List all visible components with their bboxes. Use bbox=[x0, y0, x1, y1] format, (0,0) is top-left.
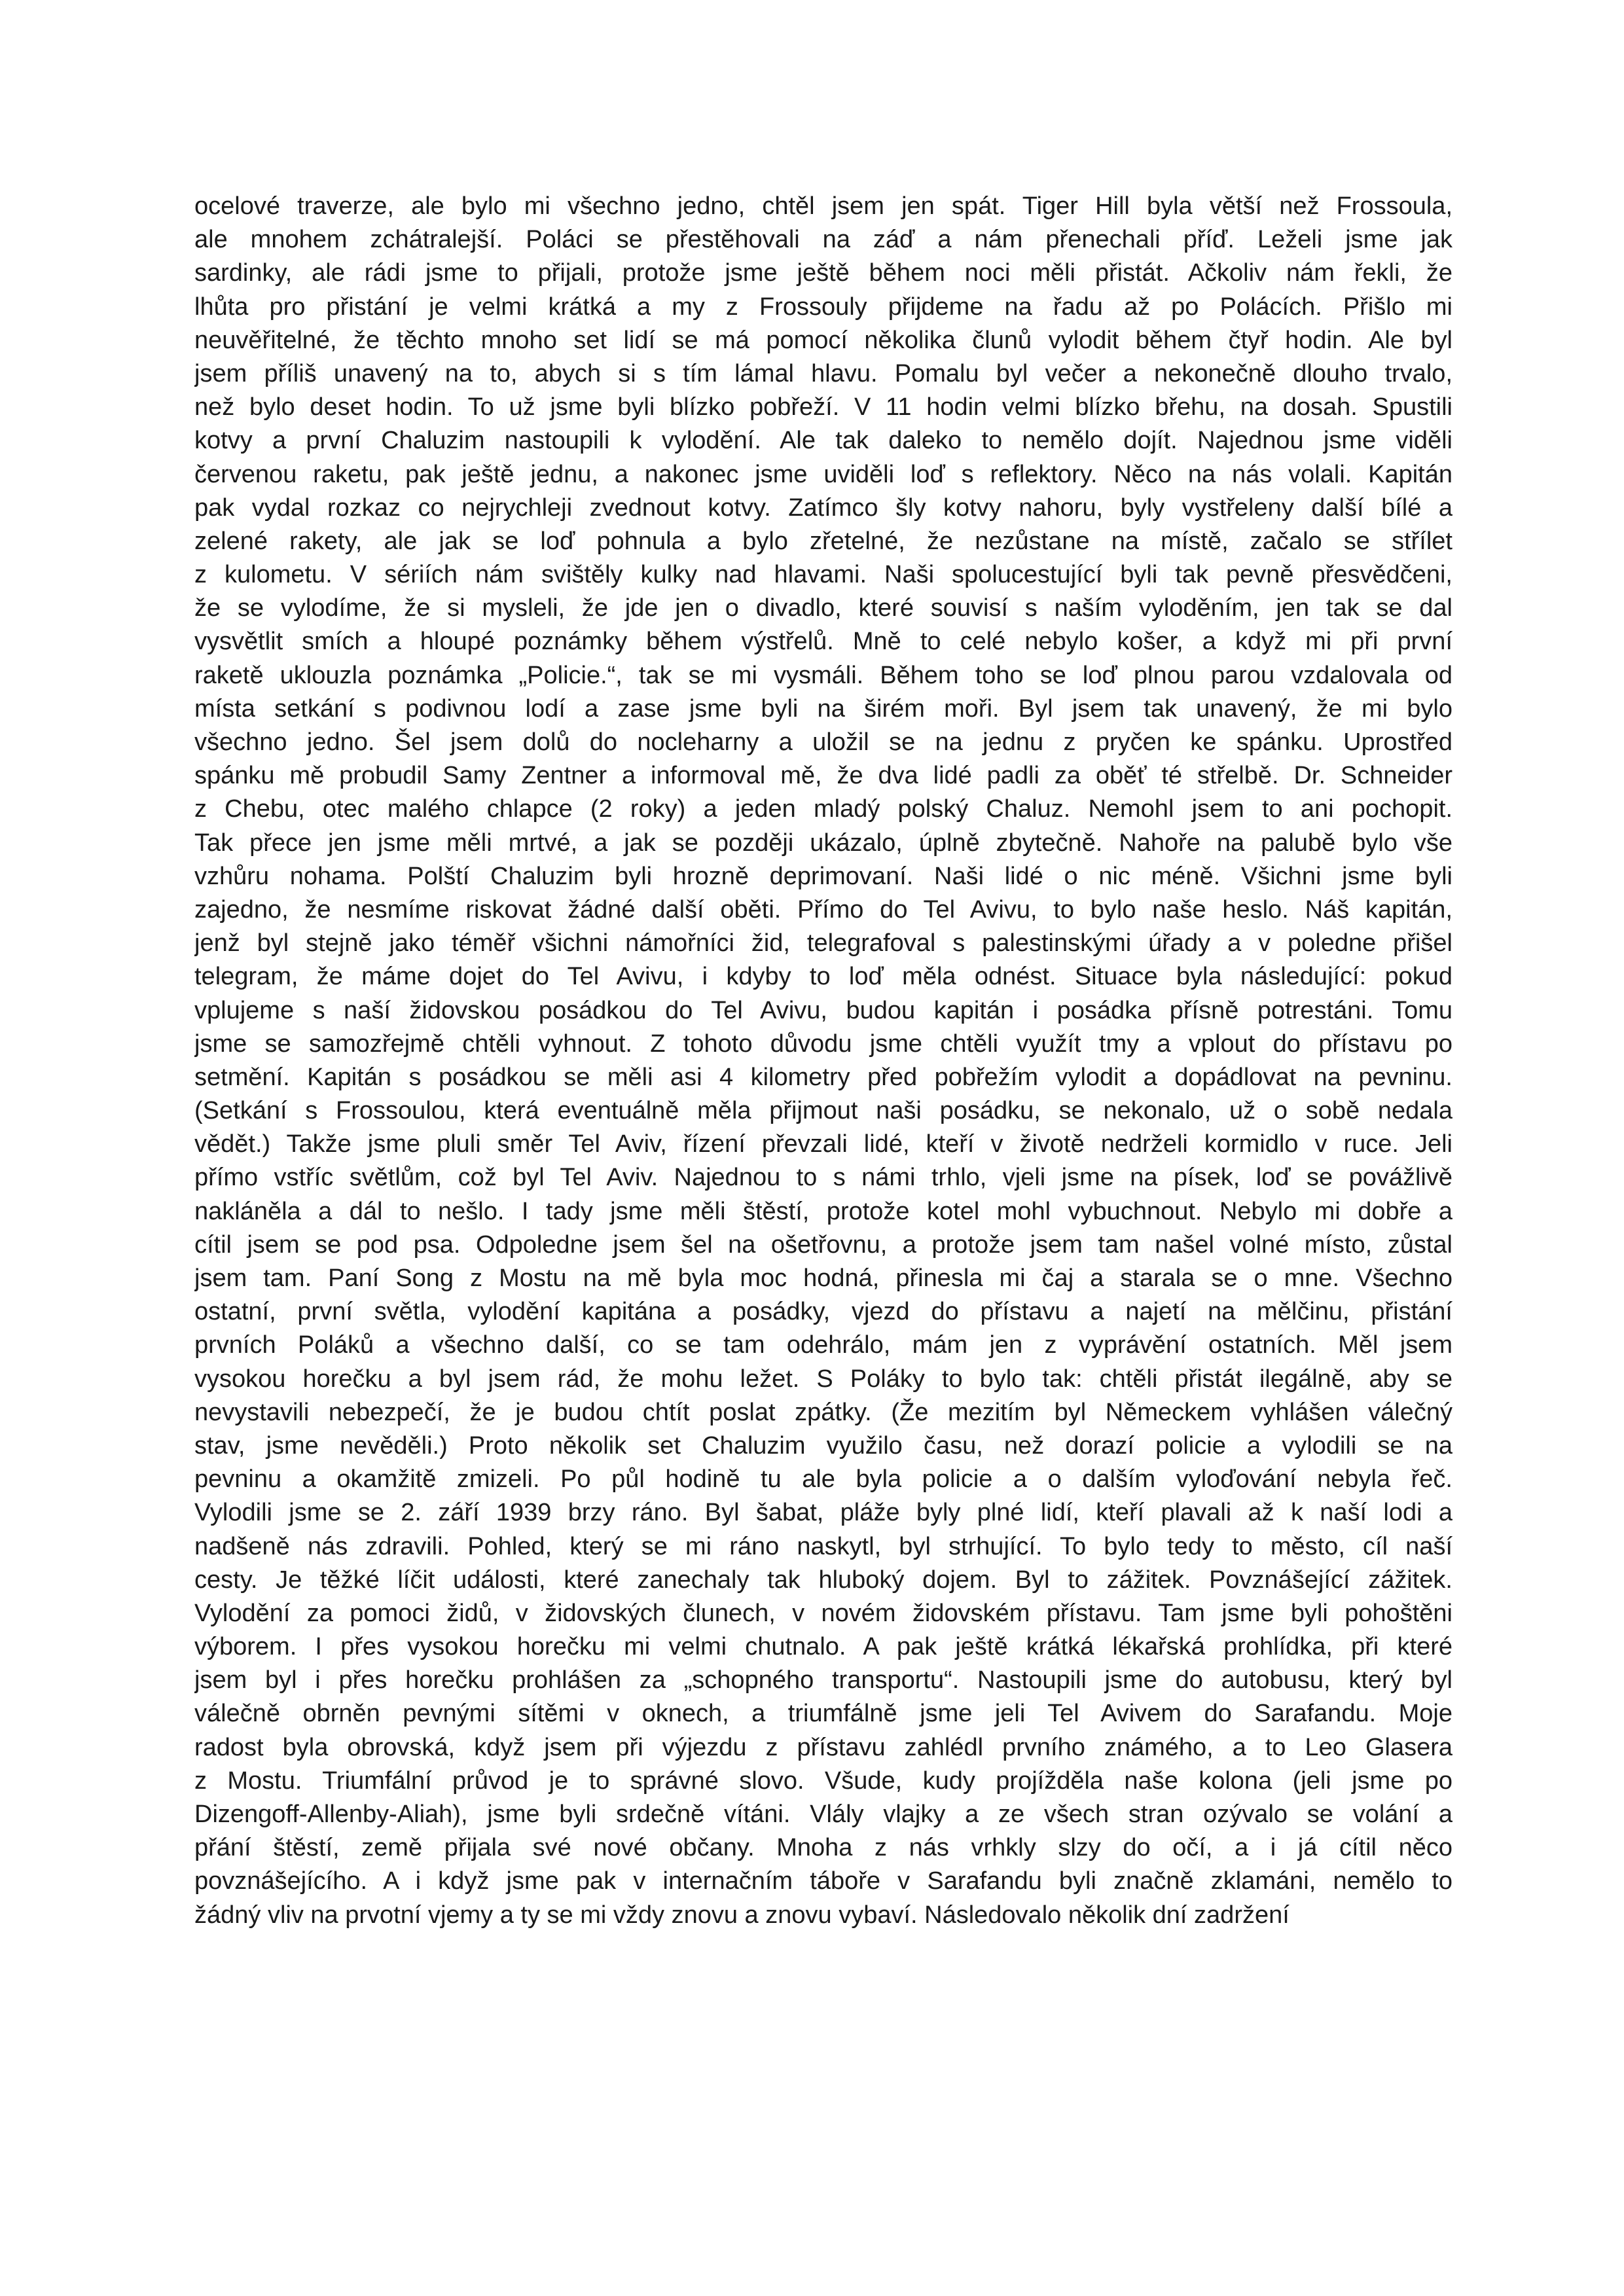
text-line: výborem. I přes vysokou horečku mi velmi chutnalo. A pak ještě krátká lékařská prohlídka, při které bbox=[194, 1633, 1453, 1661]
text-line: místa setkání s podivnou lodí a zase jsme byli na širém moři. Byl jsem tak unavený, že mi bylo bbox=[194, 694, 1453, 723]
text-line: červenou raketu, pak ještě jednu, a nakonec jsme uviděli loď s reflektory. Něco na nás volali. Kapitán bbox=[194, 460, 1453, 488]
text-line: cítil jsem se pod psa. Odpoledne jsem šel na ošetřovnu, a protože jsem tam našel volné místo, zůstal bbox=[194, 1230, 1453, 1259]
text-line: raketě uklouzla poznámka „Policie.“, tak se mi vysmáli. Během toho se loď plnou parou vzdalovala od bbox=[194, 661, 1453, 689]
text-line: nakláněla a dál to nešlo. I tady jsme měli štěstí, protože kotel mohl vybuchnout. Nebylo mi dobře a bbox=[194, 1197, 1453, 1225]
text-line: než bylo deset hodin. To už jsme byli blízko pobřeží. V 11 hodin velmi blízko břehu, na dosah. Spustili bbox=[194, 393, 1453, 422]
text-line: neuvěřitelné, že těchto mnoho set lidí se má pomocí několika člunů vylodit během čtyř hodin. Ale byl bbox=[194, 326, 1453, 354]
text-line: vplujeme s naší židovskou posádkou do Tel Avivu, budou kapitán i posádka přísně potrestáni. Tomu bbox=[194, 996, 1453, 1024]
text-line: pak vydal rozkaz co nejrychleji zvednout kotvy. Zatímco šly kotvy nahoru, byly vystřeleny další bílé a bbox=[194, 493, 1453, 522]
text-line: z Chebu, otec malého chlapce (2 roky) a jeden mladý polský Chaluz. Nemohl jsem to ani pochopit. bbox=[194, 795, 1453, 823]
text-line: jsem příliš unavený na to, abych si s tím lámal hlavu. Pomalu byl večer a nekonečně dlouho trvalo, bbox=[194, 359, 1453, 387]
text-line: ocelové traverze, ale bylo mi všechno jedno, chtěl jsem jen spát. Tiger Hill byla větší než Frossoula, bbox=[194, 192, 1453, 220]
text-line: zelené rakety, ale jak se loď pohnula a bylo zřetelné, že nezůstane na místě, začalo se střílet bbox=[194, 527, 1453, 555]
text-line: radost byla obrovská, když jsem při výjezdu z přístavu zahlédl prvního známého, a to Leo Glasera bbox=[194, 1733, 1453, 1761]
text-line: že se vylodíme, že si mysleli, že jde jen o divadlo, které souvisí s naším vyloděním, jen tak se dal bbox=[194, 594, 1453, 622]
text-line: setmění. Kapitán s posádkou se měli asi 4 kilometry před pobřežím vylodit a dopádlovat na pevninu. bbox=[194, 1063, 1453, 1091]
text-line: telegram, že máme dojet do Tel Avivu, i kdyby to loď měla odnést. Situace byla následující: pokud bbox=[194, 963, 1453, 991]
text-line: sardinky, ale rádi jsme to přijali, protože jsme ještě během noci měli přistát. Ačkoliv nám řekli, že bbox=[194, 259, 1453, 287]
text-line: lhůta pro přistání je velmi krátká a my z Frossouly přijdeme na řadu až po Polácích. Přišlo mi bbox=[194, 293, 1453, 321]
text-line: přímo vstříc světlům, což byl Tel Aviv. Najednou to s námi trhlo, vjeli jsme na písek, loď se povážlivě bbox=[194, 1164, 1453, 1192]
text-line: Vylodili jsme se 2. září 1939 brzy ráno. Byl šabat, pláže byly plné lidí, kteří plavali až k naší lodi a bbox=[194, 1499, 1453, 1527]
text-line: stav, jsme nevěděli.) Proto několik set Chaluzim využilo času, než dorazí policie a vylodili se na bbox=[194, 1431, 1453, 1460]
text-line: Dizengoff-Allenby-Aliah), jsme byli srdečně vítáni. Vlály vlajky a ze všech stran ozývalo se volání a bbox=[194, 1801, 1453, 1828]
text-line: jsem tam. Paní Song z Mostu na mě byla moc hodná, přinesla mi čaj a starala se o mne. Všechno bbox=[194, 1265, 1453, 1292]
text-line: spánku mě probudil Samy Zentner a informoval mě, že dva lidé padli za oběť té střelbě. Dr. Schneider bbox=[194, 762, 1453, 790]
text-line: vysokou horečku a byl jsem rád, že mohu ležet. S Poláky to bylo tak: chtěli přistát ilegálně, aby se bbox=[194, 1365, 1453, 1393]
text-line: prvních Poláků a všechno další, co se tam odehrálo, mám jen z vyprávění ostatních. Měl jsem bbox=[194, 1331, 1453, 1359]
text-line: jsme se samozřejmě chtěli vyhnout. Z tohoto důvodu jsme chtěli využít tmy a vplout do přístavu po bbox=[194, 1030, 1453, 1058]
text-line: vědět.) Takže jsme pluli směr Tel Aviv, řízení převzali lidé, kteří v životě nedrželi kormidlo v ruce. Jeli bbox=[194, 1130, 1453, 1158]
text-line: povznášejícího. A i když jsme pak v internačním táboře v Sarafandu byli značně zklamáni, nemělo to bbox=[194, 1867, 1453, 1895]
text-line: pevninu a okamžitě zmizeli. Po půl hodině tu ale byla policie a o dalším vyloďování nebyla řeč. bbox=[194, 1465, 1453, 1494]
text-line: žádný vliv na prvotní vjemy a ty se mi vždy znovu a znovu vybaví. Následovalo několik dní zadržení bbox=[194, 1901, 1290, 1929]
text-line: přání štěstí, země přijala své nové občany. Mnoha z nás vrhkly slzy do očí, a i já cítil něco bbox=[194, 1834, 1453, 1862]
text-line: kotvy a první Chaluzim nastoupili k vylodění. Ale tak daleko to nemělo dojít. Najednou jsme viděli bbox=[194, 427, 1453, 455]
body-text bbox=[194, 190, 1453, 1932]
text-line: všechno jedno. Šel jsem dolů do nocleharny a uložil se na jednu z pryčen ke spánku. Uprostřed bbox=[194, 728, 1453, 756]
text-line: Vylodění za pomoci židů, v židovských člunech, v novém židovském přístavu. Tam jsme byli pohoštěni bbox=[194, 1599, 1453, 1627]
text-line: Tak přece jen jsme měli mrtvé, a jak se později ukázalo, úplně zbytečně. Nahoře na palubě bylo vše bbox=[194, 829, 1453, 857]
text-line: nadšeně nás zdravili. Pohled, který se mi ráno naskytl, byl strhující. To bylo tedy to město, cíl naší bbox=[194, 1532, 1453, 1560]
text-line: cesty. Je těžké líčit události, které zanechaly tak hluboký dojem. Byl to zážitek. Povznášející zážitek. bbox=[194, 1566, 1453, 1594]
text-line: vzhůru nohama. Polští Chaluzim byli hrozně deprimovaní. Naši lidé o nic méně. Všichni jsme byli bbox=[194, 862, 1453, 890]
text-line: z kulometu. V sériích nám svištěly kulky nad hlavami. Naši spolucestující byli tak pevně přesvědčeni, bbox=[194, 561, 1453, 589]
text-line: válečně obrněn pevnými sítěmi v oknech, a triumfálně jsme jeli Tel Avivem do Sarafandu. Moje bbox=[194, 1700, 1453, 1728]
text-line: zajedno, že nesmíme riskovat žádné další oběti. Přímo do Tel Avivu, to bylo naše heslo. Náš kapitán, bbox=[194, 895, 1453, 924]
text-line: vysvětlit smích a hloupé poznámky během výstřelů. Mně to celé nebylo košer, a když mi při první bbox=[194, 628, 1453, 656]
text-line: (Setkání s Frossoulou, která eventuálně měla přijmout naši posádku, se nekonalo, už o sobě nedala bbox=[194, 1097, 1453, 1125]
text-line: jenž byl stejně jako téměř všichni námořníci žid, telegrafoval s palestinskými úřady a v poledne přišel bbox=[194, 929, 1453, 958]
text-line: ostatní, první světla, vylodění kapitána a posádky, vjezd do přístavu a najetí na mělčinu, přistání bbox=[194, 1298, 1453, 1326]
text-line: nevystavili nebezpečí, že je budou chtít poslat zpátky. (Že mezitím byl Německem vyhlášen válečný bbox=[194, 1398, 1453, 1426]
text-line: jsem byl i přes horečku prohlášen za „schopného transportu“. Nastoupili jsme do autobusu, který byl bbox=[194, 1666, 1453, 1695]
text-line: ale mnohem zchátralejší. Poláci se přestěhovali na záď a nám přenechali příď. Leželi jsme jak bbox=[194, 226, 1453, 254]
text-line: z Mostu. Triumfální průvod je to správné slovo. Všude, kudy projížděla naše kolona (jeli jsme po bbox=[194, 1767, 1453, 1795]
